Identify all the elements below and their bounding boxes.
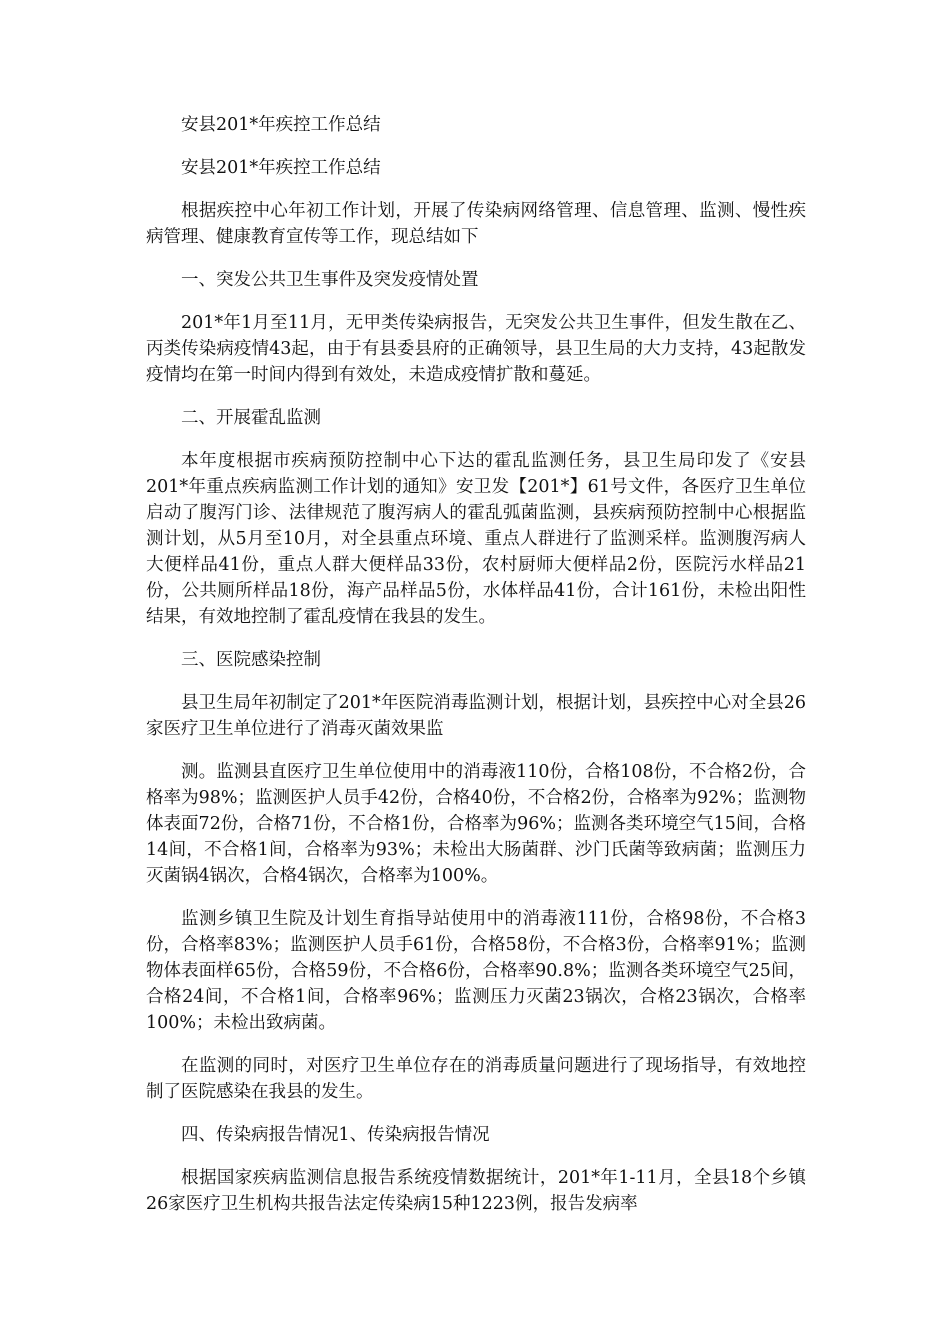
- section-heading-disease-report: 四、传染病报告情况1、传染病报告情况: [181, 1125, 490, 1145]
- paragraph-cholera: 本年度根据市疾病预防控制中心下达的霍乱监测任务，县卫生局印发了《安县201*年重点疾病监测工作计划的通知》安卫发【201*】61号文件，各医疗卫生单位启动了腹泻门诊、法律规范了腹泻病人的霍乱弧菌监测，县疾病预防控制中心根据监测计划，从5月至10月，对全县重点环境、重点人群进行了监测采样。监测腹泻病人大便样品41份，重点人群大便样品33份，农村厨师大便样品2份，医院污水样品21份，公共厕所样品18份，海产品样品5份，水体样品41份，合计161份，未检出阳性结果，有效地控制了霍乱疫情在我县的发生。: [146, 451, 806, 627]
- section-heading-emergency: 一、突发公共卫生事件及突发疫情处置: [181, 270, 479, 290]
- paragraph-guidance: 在监测的同时，对医疗卫生单位存在的消毒质量问题进行了现场指导，有效地控制了医院感染在我县的发生。: [146, 1056, 806, 1102]
- paragraph-township-monitoring: 监测乡镇卫生院及计划生育指导站使用中的消毒液111份，合格98份，不合格3份，合格率83%；监测医护人员手61份，合格58份，不合格3份，合格率91%；监测物体表面样65份，合格59份，不合格6份，合格率90.8%；监测各类环境空气25间，合格24间，不合格1间，合格率96%；监测压力灭菌23锅次，合格23锅次，合格率100%；未检出致病菌。: [146, 909, 806, 1033]
- paragraph-disease-report: 根据国家疾病监测信息报告系统疫情数据统计，201*年1-11月，全县18个乡镇26家医疗卫生机构共报告法定传染病15种1223例，报告发病率: [146, 1168, 806, 1214]
- paragraph-emergency: 201*年1月至11月，无甲类传染病报告，无突发公共卫生事件，但发生散在乙、丙类传染病疫情43起，由于有县委县府的正确领导，县卫生局的大力支持，43起散发疫情均在第一时间内得到有效处，未造成疫情扩散和蔓延。: [146, 313, 806, 385]
- paragraph-county-monitoring: 测。监测县直医疗卫生单位使用中的消毒液110份，合格108份，不合格2份，合格率为98%；监测医护人员手42份，合格40份，不合格2份，合格率为92%；监测物体表面72份，合格71份，不合格1份，合格率为96%；监测各类环境空气15间，合格14间，不合格1间，合格率为93%；未检出大肠菌群、沙门氏菌等致病菌；监测压力灭菌锅4锅次，合格4锅次，合格率为100%。: [146, 762, 806, 886]
- paragraph-disinfection-plan: 县卫生局年初制定了201*年医院消毒监测计划，根据计划，县疾控中心对全县26家医疗卫生单位进行了消毒灭菌效果监: [146, 693, 806, 739]
- section-heading-hospital-infection: 三、医院感染控制: [181, 650, 321, 670]
- document-title-repeat: 安县201*年疾控工作总结: [181, 158, 381, 178]
- document-body: [146, 112, 806, 1234]
- section-heading-cholera: 二、开展霍乱监测: [181, 408, 321, 428]
- document-title: 安县201*年疾控工作总结: [181, 115, 381, 135]
- intro-paragraph: 根据疾控中心年初工作计划，开展了传染病网络管理、信息管理、监测、慢性疾病管理、健康教育宣传等工作，现总结如下: [146, 201, 806, 247]
